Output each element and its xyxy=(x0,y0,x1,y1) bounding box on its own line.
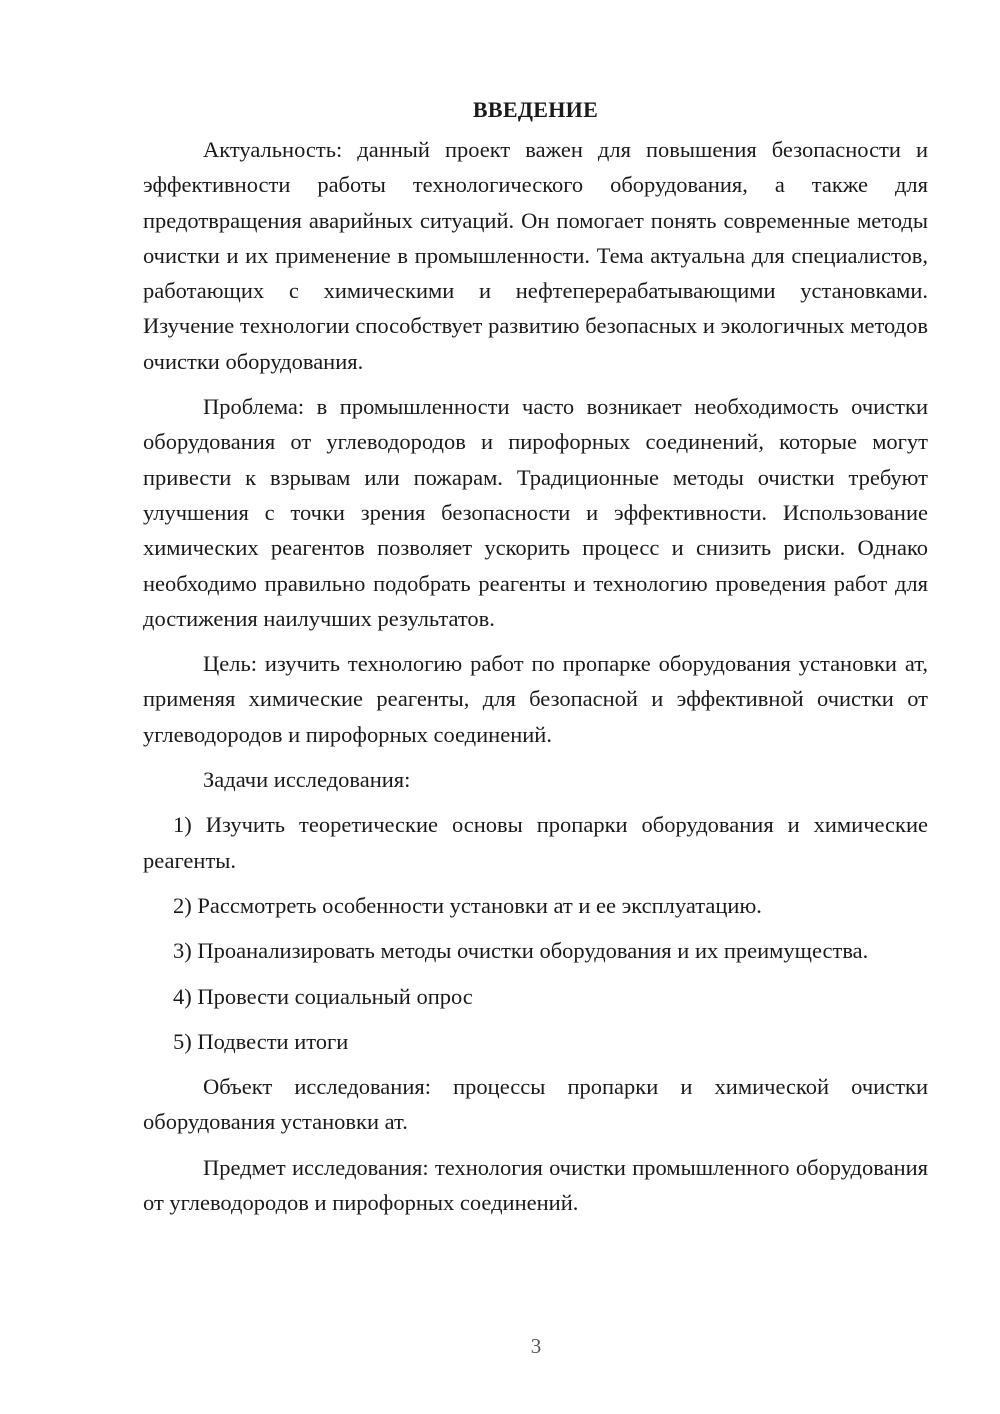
tasks-heading: Задачи исследования: xyxy=(203,767,411,793)
document-page xyxy=(143,92,928,1220)
task-item-4: 4) Провести социальный опрос xyxy=(173,983,473,1009)
task-item-5: 5) Подвести итоги xyxy=(173,1028,349,1054)
relevance-paragraph: Актуальность: данный проект важен для повышения безопасности и эффективности работы технологического оборудования, а также для предотвращения аварийных ситуаций. Он помогает понять современные методы очистки и их применение в промышленности. Тема актуальна для специалистов, работающих с химическими и нефтеперерабатывающими установками. Изучение технологии способствует развитию безопасных и экологичных методов очистки оборудования. xyxy=(143,137,928,374)
goal-paragraph: Цель: изучить технологию работ по пропарке оборудования установки ат, применяя химические реагенты, для безопасной и эффективной очистки от углеводородов и пирофорных соединений. xyxy=(143,651,928,747)
problem-paragraph: Проблема: в промышленности часто возникает необходимость очистки оборудования от углеводородов и пирофорных соединений, которые могут привести к взрывам или пожарам. Традиционные методы очистки требуют улучшения с точки зрения безопасности и эффективности. Использование химических реагентов позволяет ускорить процесс и снизить риски. Однако необходимо правильно подобрать реагенты и технологию проведения работ для достижения наилучших результатов. xyxy=(143,394,928,631)
page-number: 3 xyxy=(530,1334,542,1358)
task-item-1: 1) Изучить теоретические основы пропарки оборудования и химические реагенты. xyxy=(143,812,928,873)
object-paragraph: Объект исследования: процессы пропарки и химической очистки оборудования установки ат. xyxy=(143,1074,928,1135)
task-item-2: 2) Рассмотреть особенности установки ат и ее эксплуатацию. xyxy=(173,892,762,918)
task-item-3: 3) Проанализировать методы очистки оборудования и их преимущества. xyxy=(173,938,869,964)
page-title: ВВЕДЕНИЕ xyxy=(472,97,599,122)
subject-paragraph: Предмет исследования: технология очистки промышленного оборудования от углеводородов и пирофорных соединений. xyxy=(143,1154,928,1216)
